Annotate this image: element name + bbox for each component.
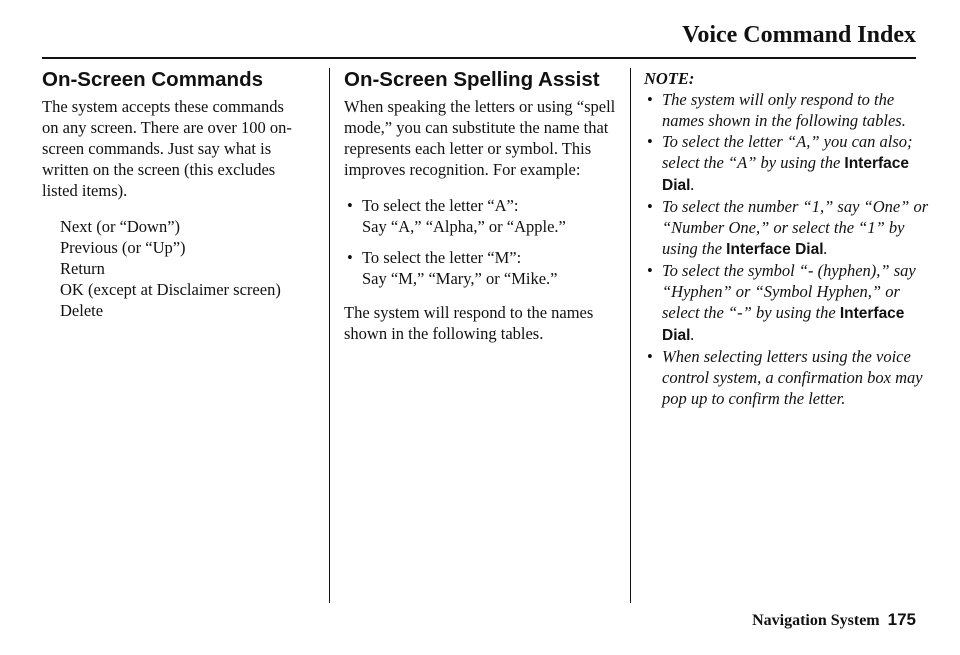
onscreen-commands-intro: The system accepts these commands on any screen. There are over 100 on-screen commands. Just say what is written on the screen (this excludes listed items). xyxy=(42,97,292,200)
note-list xyxy=(644,89,934,409)
note-text: To select the letter “A,” you can also; select the “A” by using the xyxy=(662,132,913,172)
spelling-example-instruction: • To select the letter “M”: xyxy=(362,248,522,267)
spelling-assist-heading: On-Screen Spelling Assist xyxy=(344,68,600,91)
spelling-example-instruction: • To select the letter “A”: xyxy=(362,196,519,215)
command-list xyxy=(60,216,304,321)
note-item xyxy=(644,89,934,131)
spelling-example-list xyxy=(344,195,616,289)
note-text-end: . xyxy=(823,239,828,258)
spelling-example-say: Say “M,” “Mary,” or “Mike.” xyxy=(362,269,558,288)
spelling-example xyxy=(344,195,616,237)
interface-dial-term: Interface Dial xyxy=(662,305,905,344)
interface-dial-term: Interface Dial xyxy=(662,155,910,194)
spelling-assist-intro: When speaking the letters or using “spell mode,” you can substitute the name that represents each letter or symbol. This improves recognition. For example: xyxy=(344,97,616,179)
column-divider-2 xyxy=(630,68,631,603)
footer-label: Navigation System xyxy=(752,612,880,629)
page-header-title: Voice Command Index xyxy=(682,22,916,48)
command-item: Delete xyxy=(60,301,104,320)
note-text: When selecting letters using the voice control system, a confirmation box may pop up to confirm the letter. xyxy=(662,347,923,408)
header-rule xyxy=(42,57,916,59)
spelling-assist-outro: The system will respond to the names shown in the following tables. xyxy=(344,303,594,343)
command-item: Next (or “Down”) xyxy=(60,217,181,236)
interface-dial-term: Interface Dial xyxy=(726,241,824,258)
note-text-end: . xyxy=(690,325,695,344)
spelling-example xyxy=(344,247,616,289)
note-item xyxy=(644,131,934,196)
command-item: OK (except at Disclaimer screen) xyxy=(60,280,281,299)
note-section xyxy=(644,68,934,409)
note-item xyxy=(644,346,934,409)
note-title: NOTE: xyxy=(644,69,695,88)
note-item xyxy=(644,260,934,346)
onscreen-commands-section xyxy=(42,68,304,321)
note-text-end: . xyxy=(690,175,695,194)
spelling-example-say: Say “A,” “Alpha,” or “Apple.” xyxy=(362,217,566,236)
note-text: To select the number “1,” say “One” or “Number One,” or select the “1” by using the xyxy=(662,197,929,258)
command-item: Previous (or “Up”) xyxy=(60,238,186,257)
spelling-assist-section xyxy=(344,68,616,344)
page-footer xyxy=(752,610,916,630)
page-number: 175 xyxy=(887,610,916,629)
note-text: To select the symbol “- (hyphen),” say “Hyphen” or “Symbol Hyphen,” or select the “-” by using the xyxy=(662,261,916,322)
note-item xyxy=(644,196,934,260)
command-item: Return xyxy=(60,259,105,278)
column-divider-1 xyxy=(329,68,330,603)
note-text: The system will only respond to the names shown in the following tables. xyxy=(662,90,906,130)
onscreen-commands-heading: On-Screen Commands xyxy=(42,68,263,91)
